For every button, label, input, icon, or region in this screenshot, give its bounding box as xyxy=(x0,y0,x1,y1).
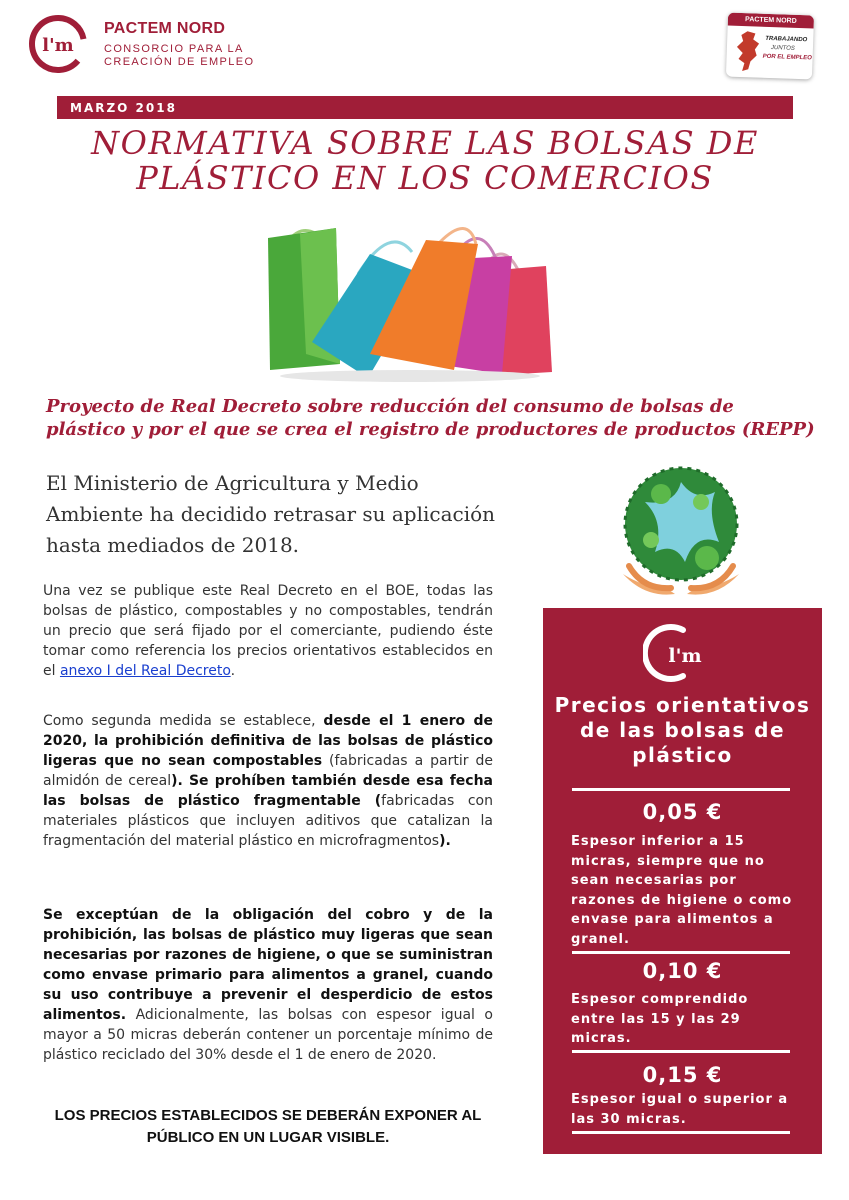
divider xyxy=(572,1050,790,1053)
paragraph-2-b: desde el 1 enero de 2020, la prohibición definitiva de las bolsas de plástico ligeras que no sean compostables xyxy=(43,713,493,769)
badge-line-3: POR EL EMPLEO xyxy=(762,53,812,62)
brand-subtitle-1: CONSORCIO PARA LA xyxy=(104,43,244,55)
consorcio-logo xyxy=(28,14,88,74)
panel-title: Precios orientativos de las bolsas de plástico xyxy=(554,693,811,767)
badge-title: PACTEM NORD xyxy=(728,13,814,29)
divider xyxy=(572,788,790,791)
page-title xyxy=(57,126,793,196)
title-line-1: NORMATIVA SOBRE LAS BOLSAS DE xyxy=(91,124,759,162)
badge-line-1: TRABAJANDO xyxy=(765,35,808,44)
price-2-desc: Espesor comprendido entre las 15 y las 29 micras. xyxy=(571,992,749,1046)
valencia-map-icon xyxy=(732,29,764,74)
annex-link[interactable]: anexo I del Real Decreto xyxy=(59,663,231,679)
badge-line-2: JUNTOS xyxy=(770,45,795,52)
paragraph-2 xyxy=(43,711,493,851)
price-3: 0,15 € xyxy=(642,1063,723,1087)
divider xyxy=(572,951,790,954)
paragraph-3-b: Adicionalmente, las bolsas con espesor igual o mayor a 50 micras deberán contener un porcentaje mínimo de plástico reciclado del 30% desde el 1 de enero de 2020. xyxy=(43,1007,493,1063)
decree-subtitle: Proyecto de Real Decreto sobre reducción del consumo de bolsas de plástico y por el que se crea el registro de productores de productos (REPP) xyxy=(46,396,815,440)
title-line-2: PLÁSTICO EN LOS COMERCIOS xyxy=(136,159,714,197)
brand-subtitle-2: CREACIÓN DE EMPLEO xyxy=(104,56,255,68)
paragraph-2-a: Como segunda medida se establece, xyxy=(43,713,324,729)
price-2: 0,10 € xyxy=(642,959,723,983)
issue-date: MARZO 2018 xyxy=(70,101,177,115)
panel-logo xyxy=(643,622,713,684)
paragraph-2-f: ). xyxy=(439,833,451,849)
price-1-desc: Espesor inferior a 15 micras, siempre que no sean necesarias por razones de higiene o como envase para alimentos a granel. xyxy=(571,834,793,947)
paragraph-2-c: (fabricadas a partir de almidón de cereal xyxy=(43,753,493,789)
pactem-badge xyxy=(726,13,814,80)
paragraph-1-text: Una vez se publique este Real Decreto en el BOE, todas las bolsas de plástico, compostables y no compostables, tendrán un precio que será fijado por el comerciante, pudiendo éste tomar como referencia los precios orientativos establecidos en el xyxy=(43,583,493,679)
lead-paragraph: El Ministerio de Agricultura y Medio Ambiente ha decidido retrasar su aplicación hasta mediados de 2018. xyxy=(46,471,496,557)
divider xyxy=(572,1131,790,1134)
paragraph-2-d: ). Se prohíben también desde esa fecha las bolsas de plástico fragmentable ( xyxy=(43,773,493,809)
price-1: 0,05 € xyxy=(642,800,723,824)
paragraph-2-e: fabricadas con materiales plásticos que incluyen aditivos que catalizan la fragmentación del material plástico en microfragmentos xyxy=(43,793,493,849)
panel-logo-text: l'm xyxy=(668,645,702,667)
price-notice: LOS PRECIOS ESTABLECIDOS SE DEBERÁN EXPONER AL PÚBLICO EN UN LUGAR VISIBLE. xyxy=(54,1107,482,1146)
shopping-bags-image xyxy=(240,214,570,384)
paragraph-3-a: Se exceptúan de la obligación del cobro y de la prohibición, las bolsas de plástico muy ligeras que sean necesarias por razones de higiene, o que se suministran como envase primario para alimentos a granel, cuando su uso contribuye a prevenir el desperdicio de estos alimentos. xyxy=(43,907,493,1023)
price-3-desc: Espesor igual o superior a las 30 micras. xyxy=(571,1092,789,1127)
globe-hands-icon xyxy=(615,462,745,612)
brand-name: PACTEM NORD xyxy=(104,20,226,37)
paragraph-1-end: . xyxy=(230,663,236,679)
paragraph-1 xyxy=(43,581,493,681)
paragraph-3 xyxy=(43,905,493,1065)
logo-text: l'm xyxy=(42,35,74,56)
